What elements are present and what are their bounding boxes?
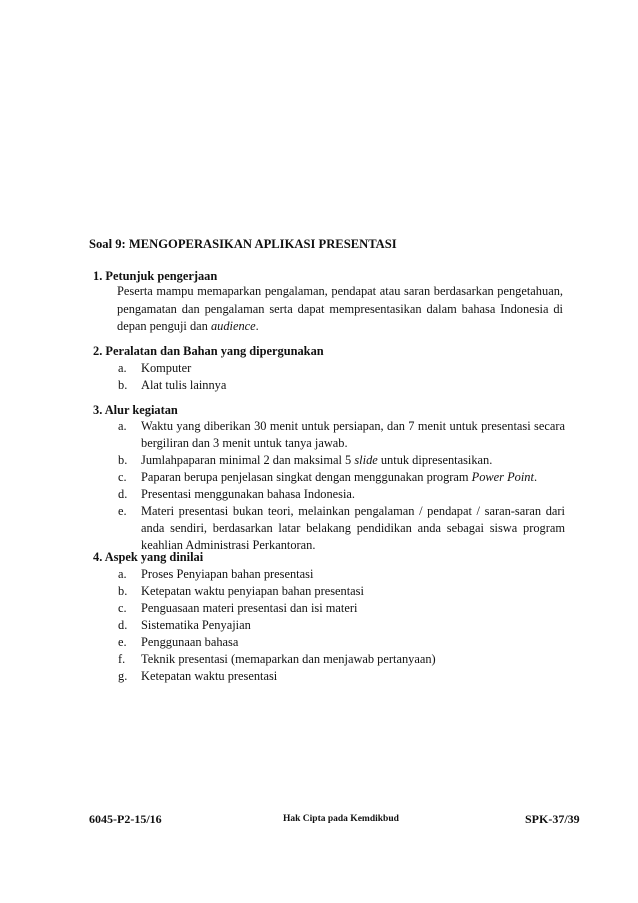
list-emphasis: slide — [354, 453, 378, 467]
list-marker: a. — [118, 419, 127, 433]
list-item — [118, 600, 565, 617]
list-text: Teknik presentasi (memaparkan dan menjawab pertanyaan) — [141, 652, 436, 666]
list-marker: d. — [118, 487, 128, 501]
list-item — [118, 668, 565, 685]
footer-document-code: 6045-P2-15/16 — [89, 812, 162, 826]
footer-copyright: Hak Cipta pada Kemdikbud — [283, 814, 399, 824]
list-text-end: . — [533, 470, 538, 484]
list-text: Proses Penyiapan bahan presentasi — [141, 567, 314, 581]
list-item — [118, 377, 565, 394]
footer-page-number: SPK-37/39 — [525, 812, 580, 826]
list-marker: g. — [118, 669, 128, 683]
list-item — [118, 418, 565, 452]
list-marker: f. — [118, 652, 126, 666]
list-text: Materi presentasi bukan teori, melainkan pengalaman / pendapat / saran-saran dari anda sendiri, berdasarkan latar belakang pendidikan anda sebagai siswa program keahlian Administrasi Perkantoran. — [141, 504, 565, 552]
list-text: Penggunaan bahasa — [141, 635, 239, 649]
list-text: Waktu yang diberikan 30 menit untuk persiapan, dan 7 menit untuk presentasi secara bergiliran dan 3 menit untuk tanya jawab. — [141, 419, 565, 450]
list-text-end: untuk dipresentasikan. — [377, 453, 493, 467]
list-item — [118, 617, 565, 634]
list-marker: e. — [118, 635, 127, 649]
list-text: Presentasi menggunakan bahasa Indonesia. — [141, 487, 356, 501]
paragraph-emphasis: audience — [210, 319, 256, 333]
paragraph-text: Peserta mampu memaparkan pengalaman, pendapat atau saran berdasarkan pengetahuan, pengamatan dan pengalaman serta dapat mempresentasikan dalam bahasa Indonesia di depan penguji dan — [117, 284, 563, 333]
list-text: Ketepatan waktu penyiapan bahan presentasi — [141, 584, 364, 598]
workflow-list — [118, 418, 565, 554]
list-marker: e. — [118, 504, 127, 518]
section-4-heading: 4. Aspek yang dinilai — [93, 550, 204, 564]
section-1-paragraph — [117, 283, 563, 336]
list-marker: c. — [118, 601, 127, 615]
list-item — [118, 360, 565, 377]
list-marker: c. — [118, 470, 127, 484]
list-emphasis: Power Point — [471, 470, 534, 484]
list-item — [118, 651, 565, 668]
list-marker: b. — [118, 378, 128, 392]
list-item — [118, 634, 565, 651]
list-marker: a. — [118, 361, 127, 375]
list-marker: a. — [118, 567, 127, 581]
page-title: Soal 9: MENGOPERASIKAN APLIKASI PRESENTASI — [89, 237, 397, 251]
section-1-heading: 1. Petunjuk pengerjaan — [93, 269, 218, 283]
section-3-heading: 3. Alur kegiatan — [93, 403, 178, 417]
list-text: Paparan berupa penjelasan singkat dengan menggunakan program — [141, 470, 472, 484]
list-item — [118, 583, 565, 600]
list-text: Ketepatan waktu presentasi — [141, 669, 278, 683]
list-text: Jumlahpaparan minimal 2 dan maksimal 5 — [141, 453, 355, 467]
section-2-heading: 2. Peralatan dan Bahan yang dipergunakan — [93, 344, 324, 358]
list-text: Alat tulis lainnya — [141, 378, 227, 392]
assessment-list — [118, 566, 565, 685]
list-text: Penguasaan materi presentasi dan isi materi — [141, 601, 358, 615]
list-text: Komputer — [141, 361, 192, 375]
paragraph-end: . — [255, 319, 259, 333]
list-item — [118, 486, 565, 503]
list-marker: b. — [118, 584, 128, 598]
list-marker: d. — [118, 618, 128, 632]
list-item — [118, 566, 565, 583]
list-item — [118, 469, 565, 486]
list-item — [118, 452, 565, 469]
list-text: Sistematika Penyajian — [141, 618, 251, 632]
list-item — [118, 503, 565, 554]
equipment-list — [118, 360, 565, 394]
list-marker: b. — [118, 453, 128, 467]
